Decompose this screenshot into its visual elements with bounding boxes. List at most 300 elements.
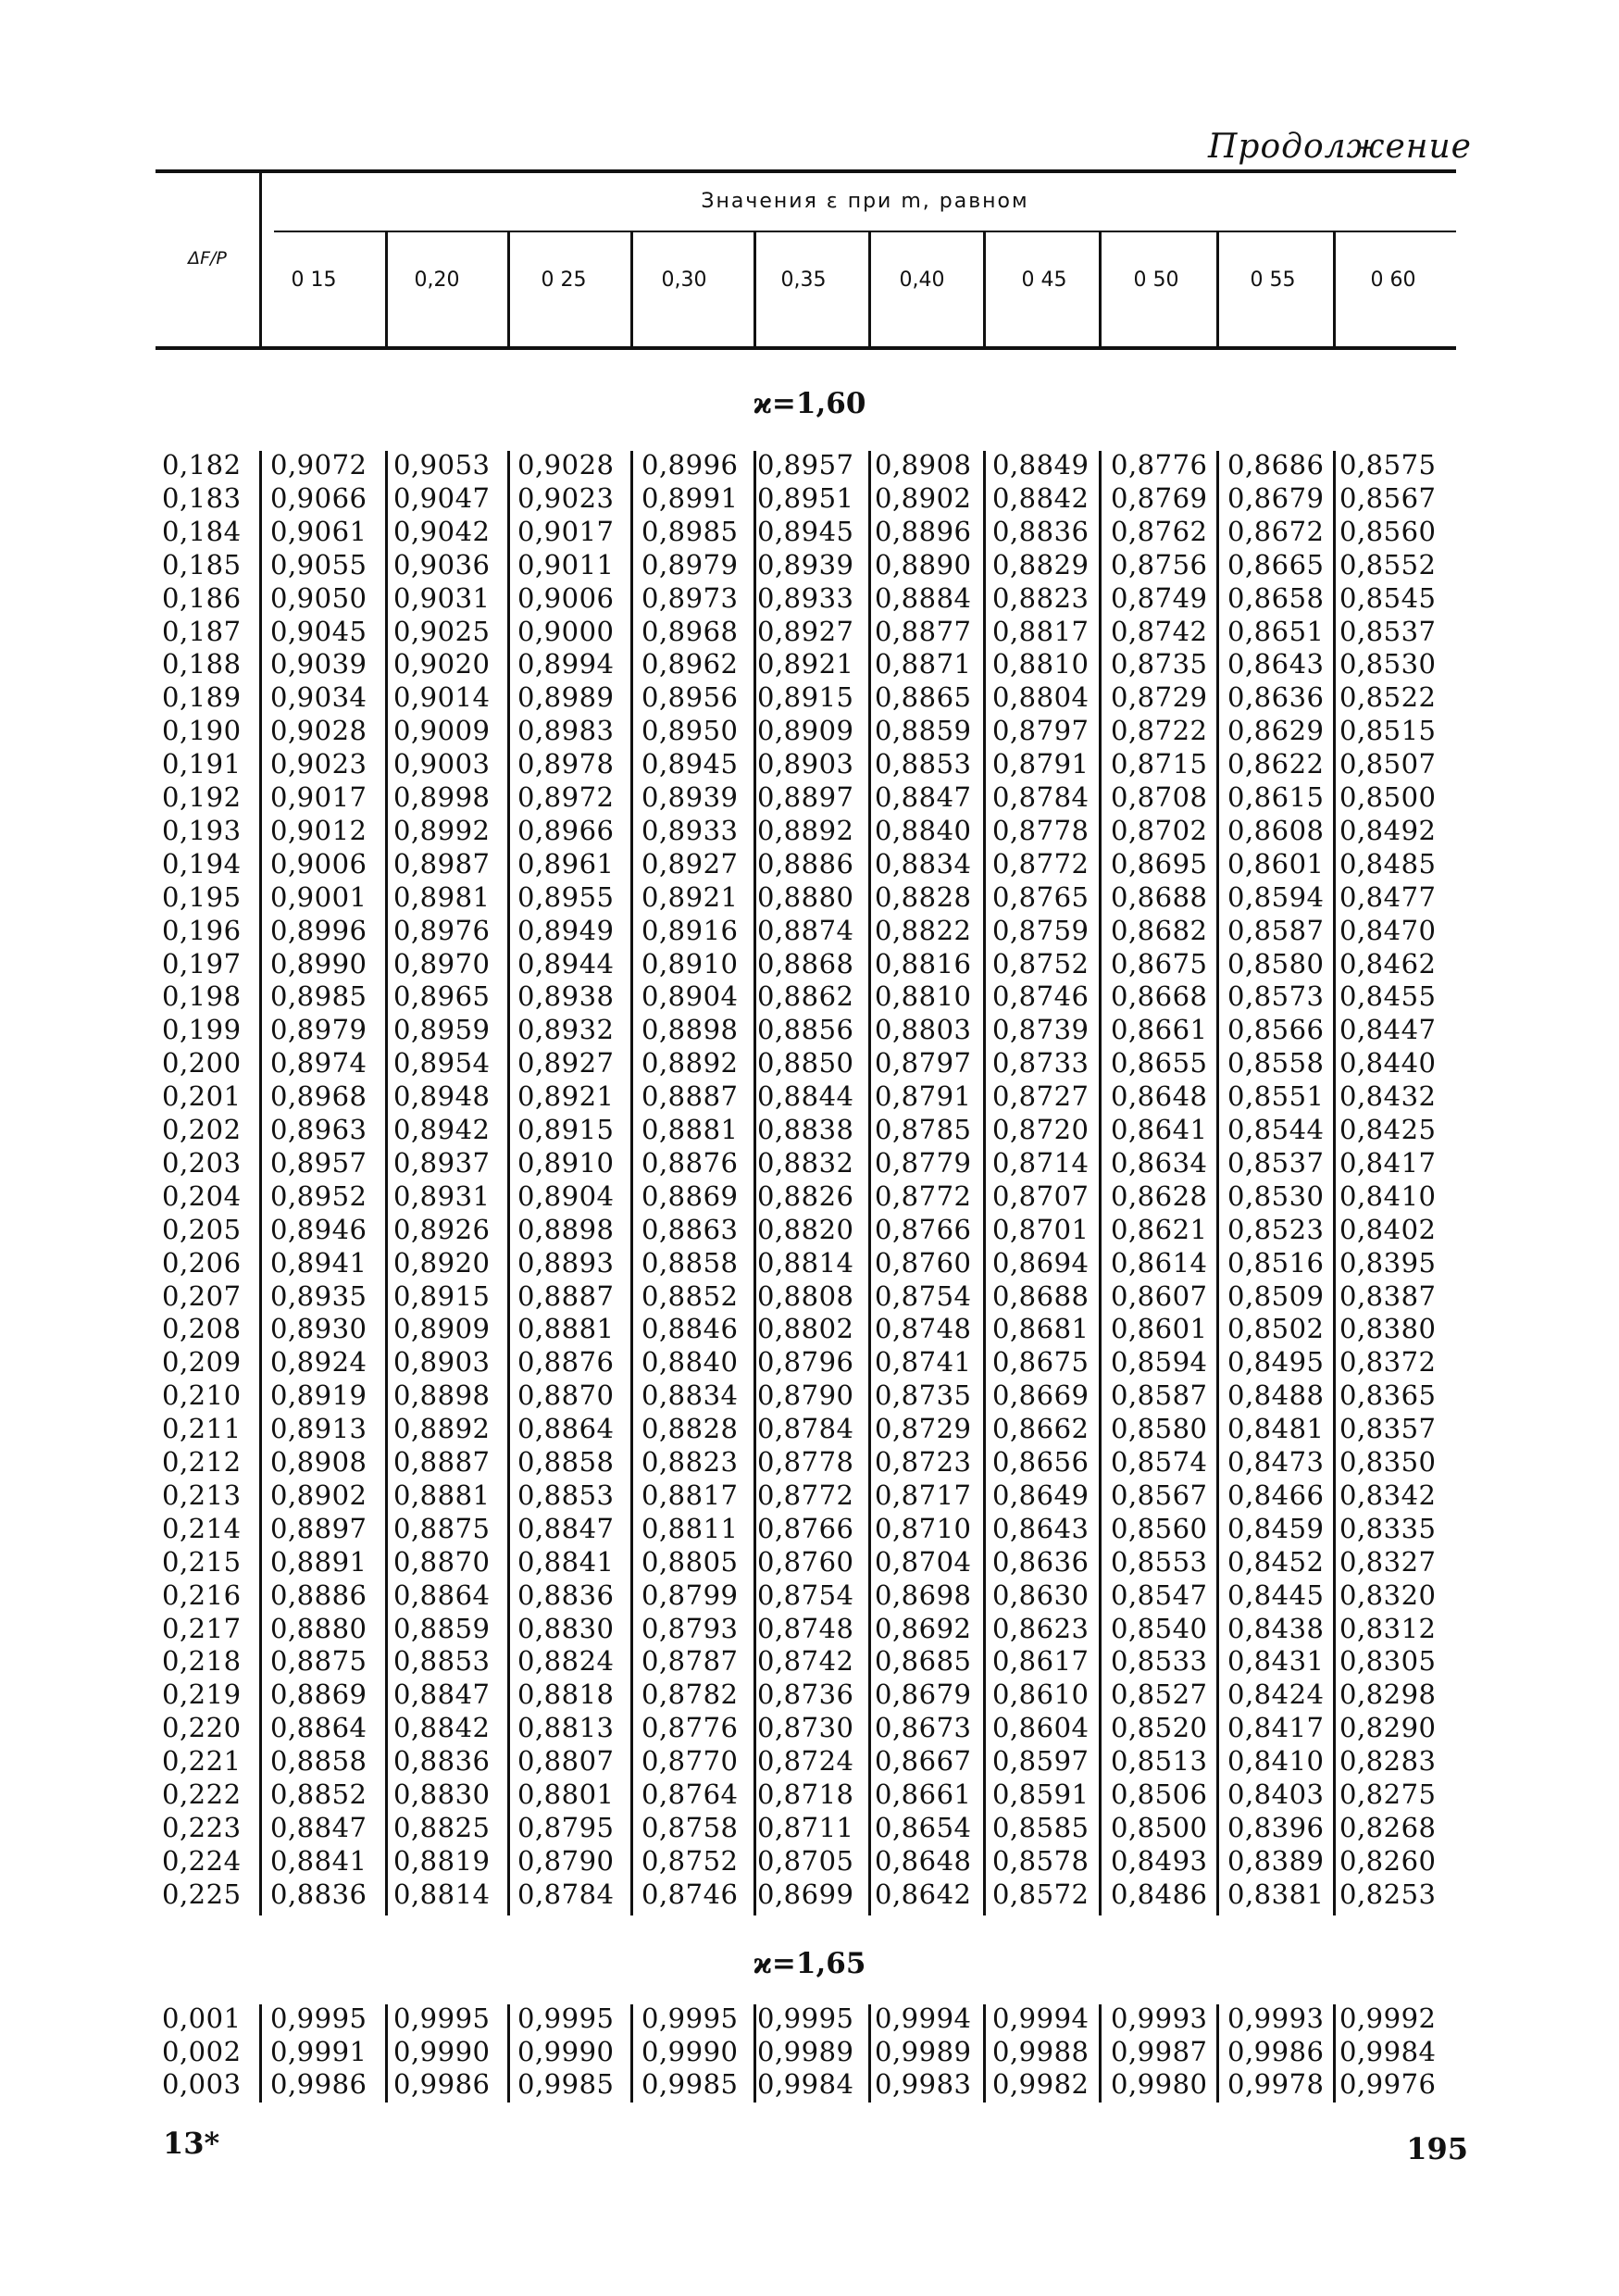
epsilon-value: 0,8607 — [1111, 1279, 1208, 1312]
epsilon-value: 0,8608 — [1227, 814, 1325, 846]
epsilon-value: 0,8655 — [1111, 1047, 1208, 1079]
epsilon-value: 0,8729 — [875, 1413, 972, 1445]
epsilon-value: 0,8939 — [641, 781, 739, 813]
epsilon-value: 0,8699 — [757, 1878, 854, 1910]
epsilon-value: 0,8459 — [1227, 1512, 1325, 1544]
epsilon-value: 0,8875 — [393, 1512, 491, 1544]
epsilon-value: 0,8622 — [1227, 748, 1325, 780]
table-row — [0, 1146, 1619, 1179]
epsilon-value: 0,8909 — [757, 715, 854, 747]
header-rule-3 — [753, 232, 756, 346]
epsilon-value: 0,8381 — [1227, 1878, 1325, 1910]
epsilon-value: 0,9988 — [992, 2035, 1090, 2067]
epsilon-value: 0,8679 — [875, 1678, 972, 1711]
epsilon-value: 0,8776 — [1111, 449, 1208, 480]
delta-value: 0,193 — [162, 814, 242, 846]
epsilon-value: 0,8540 — [1111, 1612, 1208, 1644]
epsilon-value: 0,8778 — [992, 814, 1090, 846]
m-header-0: 0 15 — [291, 268, 337, 292]
m-header-9: 0 60 — [1370, 268, 1416, 292]
epsilon-value: 0,8920 — [393, 1246, 491, 1279]
table-row — [0, 2067, 1619, 2101]
delta-value: 0,225 — [162, 1878, 242, 1910]
epsilon-value: 0,9000 — [517, 615, 615, 647]
epsilon-value: 0,8784 — [757, 1413, 854, 1445]
epsilon-value: 0,8470 — [1339, 914, 1437, 946]
epsilon-value: 0,8739 — [992, 1014, 1090, 1046]
delta-value: 0,187 — [162, 615, 242, 647]
epsilon-value: 0,8787 — [641, 1645, 739, 1678]
delta-value: 0,217 — [162, 1612, 242, 1644]
epsilon-value: 0,9994 — [875, 2003, 972, 2034]
epsilon-value: 0,8797 — [992, 715, 1090, 747]
epsilon-value: 0,8641 — [1111, 1114, 1208, 1145]
table-row — [0, 1744, 1619, 1778]
epsilon-value: 0,8668 — [1111, 980, 1208, 1013]
epsilon-value: 0,8425 — [1339, 1114, 1437, 1145]
epsilon-value: 0,8275 — [1339, 1778, 1437, 1810]
delta-value: 0,189 — [162, 681, 242, 714]
delta-value: 0,219 — [162, 1678, 242, 1711]
epsilon-value: 0,8784 — [992, 781, 1090, 813]
epsilon-value: 0,9993 — [1111, 2003, 1208, 2034]
epsilon-value: 0,8591 — [992, 1778, 1090, 1810]
epsilon-value: 0,9017 — [517, 515, 615, 547]
epsilon-value: 0,8915 — [517, 1114, 615, 1145]
epsilon-value: 0,8841 — [517, 1545, 615, 1578]
epsilon-value: 0,8764 — [641, 1778, 739, 1810]
epsilon-value: 0,8742 — [1111, 615, 1208, 647]
epsilon-value: 0,9992 — [1339, 2003, 1437, 2034]
epsilon-value: 0,8748 — [875, 1313, 972, 1345]
delta-value: 0,186 — [162, 581, 242, 614]
epsilon-value: 0,8864 — [393, 1578, 491, 1611]
epsilon-value: 0,8621 — [1111, 1213, 1208, 1245]
epsilon-value: 0,8530 — [1339, 648, 1437, 680]
epsilon-value: 0,8553 — [1111, 1545, 1208, 1578]
table-row — [0, 1013, 1619, 1046]
epsilon-value: 0,8500 — [1111, 1811, 1208, 1843]
table-row — [0, 1412, 1619, 1445]
epsilon-value: 0,8477 — [1339, 880, 1437, 913]
table-row — [0, 1246, 1619, 1279]
epsilon-value: 0,8601 — [1227, 847, 1325, 880]
epsilon-value: 0,9995 — [270, 2003, 367, 2034]
table-row — [0, 2035, 1619, 2068]
epsilon-value: 0,9055 — [270, 548, 367, 580]
epsilon-value: 0,8485 — [1339, 847, 1437, 880]
epsilon-value: 0,8908 — [270, 1446, 367, 1478]
epsilon-value: 0,8868 — [757, 947, 854, 980]
epsilon-value: 0,8985 — [641, 515, 739, 547]
epsilon-value: 0,8927 — [517, 1047, 615, 1079]
epsilon-value: 0,8431 — [1227, 1645, 1325, 1678]
epsilon-value: 0,8268 — [1339, 1811, 1437, 1843]
epsilon-value: 0,8560 — [1339, 515, 1437, 547]
epsilon-value: 0,8991 — [641, 481, 739, 514]
epsilon-value: 0,8578 — [992, 1844, 1090, 1877]
header-rule-6 — [1099, 232, 1102, 346]
epsilon-value: 0,9986 — [270, 2068, 367, 2100]
epsilon-value: 0,8601 — [1111, 1313, 1208, 1345]
epsilon-value: 0,8996 — [641, 449, 739, 480]
epsilon-value: 0,8924 — [270, 1346, 367, 1379]
epsilon-value: 0,8651 — [1227, 615, 1325, 647]
epsilon-value: 0,9984 — [1339, 2035, 1437, 2067]
epsilon-value: 0,8506 — [1111, 1778, 1208, 1810]
epsilon-value: 0,9995 — [641, 2003, 739, 2034]
epsilon-value: 0,8952 — [270, 1179, 367, 1212]
delta-value: 0,003 — [162, 2068, 242, 2100]
epsilon-value: 0,8859 — [393, 1612, 491, 1644]
epsilon-value: 0,8811 — [641, 1512, 739, 1544]
table-row — [0, 1445, 1619, 1479]
epsilon-value: 0,8312 — [1339, 1612, 1437, 1644]
header-rule-main — [259, 173, 262, 346]
epsilon-value: 0,8859 — [875, 715, 972, 747]
epsilon-value: 0,8987 — [393, 847, 491, 880]
table-row — [0, 1113, 1619, 1146]
epsilon-value: 0,8410 — [1339, 1179, 1437, 1212]
epsilon-value: 0,8830 — [517, 1612, 615, 1644]
epsilon-value: 0,8939 — [757, 548, 854, 580]
epsilon-value: 0,8856 — [757, 1014, 854, 1046]
epsilon-value: 0,8462 — [1339, 947, 1437, 980]
epsilon-value: 0,9987 — [1111, 2035, 1208, 2067]
epsilon-value: 0,8701 — [992, 1213, 1090, 1245]
epsilon-value: 0,8754 — [757, 1578, 854, 1611]
epsilon-value: 0,8858 — [270, 1745, 367, 1778]
epsilon-value: 0,8844 — [757, 1080, 854, 1113]
epsilon-value: 0,8814 — [393, 1878, 491, 1910]
epsilon-value: 0,8983 — [517, 715, 615, 747]
epsilon-value: 0,8513 — [1111, 1745, 1208, 1778]
epsilon-value: 0,8994 — [517, 648, 615, 680]
epsilon-value: 0,8887 — [517, 1279, 615, 1312]
epsilon-value: 0,8836 — [393, 1745, 491, 1778]
epsilon-value: 0,8871 — [875, 648, 972, 680]
delta-value: 0,185 — [162, 548, 242, 580]
epsilon-value: 0,8826 — [757, 1179, 854, 1212]
epsilon-value: 0,8688 — [992, 1279, 1090, 1312]
epsilon-value: 0,8897 — [270, 1512, 367, 1544]
epsilon-value: 0,8509 — [1227, 1279, 1325, 1312]
table-row — [0, 1811, 1619, 1844]
delta-value: 0,205 — [162, 1213, 242, 1245]
header-bottom-rule — [156, 346, 1456, 350]
epsilon-value: 0,8869 — [270, 1678, 367, 1711]
epsilon-value: 0,8913 — [270, 1413, 367, 1445]
epsilon-value: 0,9984 — [757, 2068, 854, 2100]
epsilon-value: 0,8853 — [393, 1645, 491, 1678]
epsilon-value: 0,8692 — [875, 1612, 972, 1644]
epsilon-value: 0,8665 — [1227, 548, 1325, 580]
epsilon-value: 0,8946 — [270, 1213, 367, 1245]
epsilon-value: 0,8396 — [1227, 1811, 1325, 1843]
epsilon-value: 0,8996 — [270, 914, 367, 946]
epsilon-value: 0,8552 — [1339, 548, 1437, 580]
epsilon-value: 0,8904 — [641, 980, 739, 1013]
epsilon-value: 0,8733 — [992, 1047, 1090, 1079]
epsilon-value: 0,8782 — [641, 1678, 739, 1711]
epsilon-value: 0,8834 — [875, 847, 972, 880]
epsilon-value: 0,8849 — [992, 449, 1090, 480]
delta-value: 0,199 — [162, 1014, 242, 1046]
epsilon-value: 0,8897 — [757, 781, 854, 813]
epsilon-value: 0,9976 — [1339, 2068, 1437, 2100]
header-sub-rule — [274, 231, 1456, 232]
epsilon-value: 0,8881 — [393, 1479, 491, 1511]
epsilon-value: 0,8749 — [1111, 581, 1208, 614]
epsilon-value: 0,8937 — [393, 1146, 491, 1179]
epsilon-value: 0,8765 — [992, 880, 1090, 913]
epsilon-value: 0,8572 — [992, 1878, 1090, 1910]
epsilon-value: 0,8876 — [517, 1346, 615, 1379]
m-header-1: 0,20 — [414, 268, 460, 292]
delta-value: 0,223 — [162, 1811, 242, 1843]
epsilon-value: 0,8675 — [1111, 947, 1208, 980]
epsilon-value: 0,8992 — [393, 814, 491, 846]
epsilon-value: 0,8502 — [1227, 1313, 1325, 1345]
epsilon-value: 0,9993 — [1227, 2003, 1325, 2034]
epsilon-value: 0,8597 — [992, 1745, 1090, 1778]
table-row — [0, 647, 1619, 680]
epsilon-value: 0,9995 — [517, 2003, 615, 2034]
epsilon-value: 0,8818 — [517, 1678, 615, 1711]
epsilon-value: 0,9990 — [517, 2035, 615, 2067]
epsilon-value: 0,8961 — [517, 847, 615, 880]
epsilon-value: 0,8661 — [875, 1778, 972, 1810]
epsilon-value: 0,8816 — [875, 947, 972, 980]
epsilon-value: 0,8558 — [1227, 1047, 1325, 1079]
epsilon-value: 0,8643 — [992, 1512, 1090, 1544]
epsilon-value: 0,8253 — [1339, 1878, 1437, 1910]
epsilon-value: 0,9023 — [517, 481, 615, 514]
epsilon-value: 0,8790 — [517, 1844, 615, 1877]
delta-value: 0,215 — [162, 1545, 242, 1578]
epsilon-value: 0,8799 — [641, 1578, 739, 1611]
epsilon-value: 0,8642 — [875, 1878, 972, 1910]
epsilon-value: 0,8880 — [757, 880, 854, 913]
epsilon-value: 0,8729 — [1111, 681, 1208, 714]
epsilon-value: 0,8707 — [992, 1179, 1090, 1212]
epsilon-value: 0,8702 — [1111, 814, 1208, 846]
epsilon-value: 0,8963 — [270, 1114, 367, 1145]
epsilon-value: 0,9047 — [393, 481, 491, 514]
epsilon-value: 0,8403 — [1227, 1778, 1325, 1810]
epsilon-value: 0,8723 — [875, 1446, 972, 1478]
epsilon-value: 0,8380 — [1339, 1313, 1437, 1345]
epsilon-value: 0,8972 — [517, 781, 615, 813]
epsilon-value: 0,9053 — [393, 449, 491, 480]
epsilon-value: 0,8945 — [641, 748, 739, 780]
epsilon-value: 0,8746 — [992, 980, 1090, 1013]
epsilon-value: 0,8560 — [1111, 1512, 1208, 1544]
epsilon-value: 0,8672 — [1227, 515, 1325, 547]
epsilon-value: 0,8718 — [757, 1778, 854, 1810]
epsilon-value: 0,9990 — [393, 2035, 491, 2067]
m-header-6: 0 45 — [1021, 268, 1067, 292]
epsilon-value: 0,8892 — [393, 1413, 491, 1445]
epsilon-value: 0,8604 — [992, 1712, 1090, 1744]
epsilon-value: 0,8492 — [1339, 814, 1437, 846]
epsilon-value: 0,8870 — [517, 1379, 615, 1412]
epsilon-value: 0,8810 — [875, 980, 972, 1013]
table-row — [0, 1512, 1619, 1545]
table-row — [0, 448, 1619, 481]
epsilon-value: 0,8836 — [992, 515, 1090, 547]
epsilon-value: 0,8537 — [1339, 615, 1437, 647]
epsilon-value: 0,8819 — [393, 1844, 491, 1877]
epsilon-value: 0,8795 — [517, 1811, 615, 1843]
epsilon-value: 0,8797 — [875, 1047, 972, 1079]
table-row — [0, 481, 1619, 515]
epsilon-value: 0,8566 — [1227, 1014, 1325, 1046]
epsilon-value: 0,9017 — [270, 781, 367, 813]
epsilon-value: 0,8880 — [270, 1612, 367, 1644]
epsilon-value: 0,8636 — [992, 1545, 1090, 1578]
epsilon-value: 0,8841 — [270, 1844, 367, 1877]
epsilon-value: 0,8575 — [1339, 449, 1437, 480]
epsilon-value: 0,8921 — [641, 880, 739, 913]
epsilon-value: 0,8372 — [1339, 1346, 1437, 1379]
table-row — [0, 1213, 1619, 1246]
header-rule-0 — [385, 232, 388, 346]
epsilon-value: 0,8643 — [1227, 648, 1325, 680]
epsilon-value: 0,8796 — [757, 1346, 854, 1379]
delta-value: 0,200 — [162, 1047, 242, 1079]
delta-value: 0,195 — [162, 880, 242, 913]
page-number: 195 — [1406, 2131, 1468, 2166]
epsilon-value: 0,8694 — [992, 1246, 1090, 1279]
epsilon-value: 0,8630 — [992, 1578, 1090, 1611]
epsilon-value: 0,9072 — [270, 449, 367, 480]
epsilon-value: 0,8648 — [1111, 1080, 1208, 1113]
epsilon-value: 0,8614 — [1111, 1246, 1208, 1279]
epsilon-value: 0,8877 — [875, 615, 972, 647]
epsilon-value: 0,8853 — [517, 1479, 615, 1511]
epsilon-value: 0,8834 — [641, 1379, 739, 1412]
epsilon-value: 0,8715 — [1111, 748, 1208, 780]
epsilon-value: 0,8968 — [270, 1080, 367, 1113]
epsilon-value: 0,8935 — [270, 1279, 367, 1312]
epsilon-value: 0,8846 — [641, 1313, 739, 1345]
epsilon-value: 0,9989 — [875, 2035, 972, 2067]
delta-value: 0,183 — [162, 481, 242, 514]
epsilon-value: 0,8772 — [992, 847, 1090, 880]
epsilon-value: 0,8685 — [875, 1645, 972, 1678]
epsilon-value: 0,8675 — [992, 1346, 1090, 1379]
epsilon-value: 0,8903 — [393, 1346, 491, 1379]
table-row — [0, 980, 1619, 1013]
epsilon-value: 0,8933 — [757, 581, 854, 614]
epsilon-value: 0,8847 — [270, 1811, 367, 1843]
epsilon-value: 0,8840 — [875, 814, 972, 846]
epsilon-value: 0,8410 — [1227, 1745, 1325, 1778]
epsilon-value: 0,8580 — [1111, 1413, 1208, 1445]
epsilon-value: 0,8585 — [992, 1811, 1090, 1843]
epsilon-value: 0,8957 — [270, 1146, 367, 1179]
epsilon-value: 0,8742 — [757, 1645, 854, 1678]
epsilon-value: 0,8748 — [757, 1612, 854, 1644]
header-title: Значения ε при m, равном — [701, 190, 1029, 213]
epsilon-value: 0,8610 — [992, 1678, 1090, 1711]
epsilon-value: 0,8523 — [1227, 1213, 1325, 1245]
epsilon-value: 0,8898 — [393, 1379, 491, 1412]
epsilon-value: 0,8921 — [517, 1080, 615, 1113]
epsilon-value: 0,8283 — [1339, 1745, 1437, 1778]
epsilon-value: 0,8823 — [641, 1446, 739, 1478]
epsilon-value: 0,8842 — [992, 481, 1090, 514]
epsilon-value: 0,8573 — [1227, 980, 1325, 1013]
epsilon-value: 0,8847 — [393, 1678, 491, 1711]
epsilon-value: 0,8567 — [1339, 481, 1437, 514]
epsilon-value: 0,8898 — [641, 1014, 739, 1046]
epsilon-value: 0,8902 — [270, 1479, 367, 1511]
epsilon-value: 0,8530 — [1227, 1179, 1325, 1212]
epsilon-value: 0,8852 — [641, 1279, 739, 1312]
epsilon-value: 0,8791 — [992, 748, 1090, 780]
epsilon-value: 0,8915 — [757, 681, 854, 714]
epsilon-value: 0,8724 — [757, 1745, 854, 1778]
epsilon-value: 0,8785 — [875, 1114, 972, 1145]
epsilon-value: 0,8892 — [757, 814, 854, 846]
epsilon-value: 0,8989 — [517, 681, 615, 714]
epsilon-value: 0,8260 — [1339, 1844, 1437, 1877]
epsilon-value: 0,8890 — [875, 548, 972, 580]
table-row — [0, 814, 1619, 847]
epsilon-value: 0,8516 — [1227, 1246, 1325, 1279]
delta-value: 0,210 — [162, 1379, 242, 1412]
epsilon-value: 0,8801 — [517, 1778, 615, 1810]
epsilon-value: 0,9036 — [393, 548, 491, 580]
epsilon-value: 0,8998 — [393, 781, 491, 813]
table-row — [0, 747, 1619, 780]
epsilon-value: 0,8438 — [1227, 1612, 1325, 1644]
epsilon-value: 0,8981 — [393, 880, 491, 913]
epsilon-value: 0,9006 — [270, 847, 367, 880]
epsilon-value: 0,8290 — [1339, 1712, 1437, 1744]
table-row — [0, 1844, 1619, 1878]
epsilon-value: 0,8828 — [875, 880, 972, 913]
epsilon-value: 0,9028 — [517, 449, 615, 480]
epsilon-value: 0,9982 — [992, 2068, 1090, 2100]
m-header-3: 0,30 — [661, 268, 707, 292]
table-row — [0, 1312, 1619, 1345]
epsilon-value: 0,8661 — [1111, 1014, 1208, 1046]
epsilon-value: 0,8921 — [757, 648, 854, 680]
epsilon-value: 0,8507 — [1339, 748, 1437, 780]
epsilon-value: 0,8695 — [1111, 847, 1208, 880]
epsilon-value: 0,8389 — [1227, 1844, 1325, 1877]
epsilon-value: 0,9031 — [393, 581, 491, 614]
epsilon-value: 0,8852 — [270, 1778, 367, 1810]
epsilon-value: 0,9983 — [875, 2068, 972, 2100]
epsilon-value: 0,8752 — [992, 947, 1090, 980]
epsilon-value: 0,8840 — [641, 1346, 739, 1379]
m-header-8: 0 55 — [1250, 268, 1296, 292]
epsilon-value: 0,8970 — [393, 947, 491, 980]
epsilon-value: 0,8746 — [641, 1878, 739, 1910]
epsilon-value: 0,8836 — [517, 1578, 615, 1611]
epsilon-value: 0,9050 — [270, 581, 367, 614]
epsilon-value: 0,8930 — [270, 1313, 367, 1345]
epsilon-value: 0,8673 — [875, 1712, 972, 1744]
table-row — [0, 1644, 1619, 1678]
epsilon-value: 0,9985 — [641, 2068, 739, 2100]
epsilon-value: 0,8805 — [641, 1545, 739, 1578]
epsilon-value: 0,8807 — [517, 1745, 615, 1778]
